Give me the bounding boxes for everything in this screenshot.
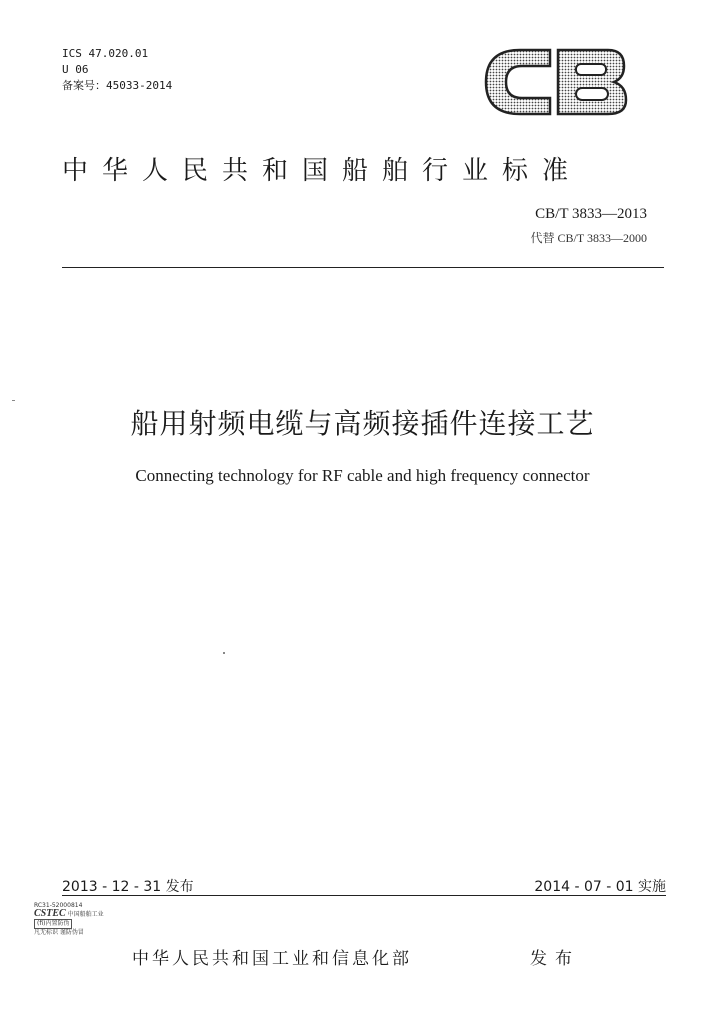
standard-number: CB/T 3833—2013 — [535, 206, 647, 222]
date-row — [62, 876, 666, 896]
implementation-date: 2014 - 07 - 01 实施 — [534, 879, 666, 895]
stamp-warning: 凡无标识 谨防伪冒 — [34, 929, 84, 936]
cb-logo — [480, 44, 628, 120]
document-title-en: Connecting technology for RF cable and high frequency connector — [135, 466, 590, 485]
publish-label: 发布 — [530, 949, 580, 969]
filing-number: 备案号：45033-2014 — [62, 79, 173, 92]
ics-code: ICS 47.020.01 — [62, 47, 149, 60]
replaces-standard: 代替 CB/T 3833—2000 — [530, 231, 647, 245]
classification-code: U 06 — [62, 63, 89, 76]
issue-date: 2013 - 12 - 31 发布 — [62, 879, 194, 895]
stamp-box-label: (fi)内置防伪 — [34, 919, 72, 929]
ministry-standard-title: 中华人民共和国船舶行业标准 — [62, 156, 583, 186]
scan-speck — [223, 652, 225, 654]
stamp-brand: CSTEC — [34, 908, 66, 919]
anti-counterfeit-stamp — [34, 902, 126, 964]
publisher: 中华人民共和国工业和信息化部 — [132, 949, 412, 969]
stamp-org: 中国船舶工业 — [67, 911, 104, 918]
scan-speck — [12, 400, 15, 401]
footer-divider — [62, 895, 666, 896]
header-divider — [62, 267, 664, 268]
cb-logo-graphic — [480, 44, 628, 120]
stamp-serial: RC31-52000814 — [34, 902, 83, 909]
document-metadata — [62, 46, 172, 94]
document-title-cn: 船用射频电缆与高频接插件连接工艺 — [130, 407, 595, 440]
